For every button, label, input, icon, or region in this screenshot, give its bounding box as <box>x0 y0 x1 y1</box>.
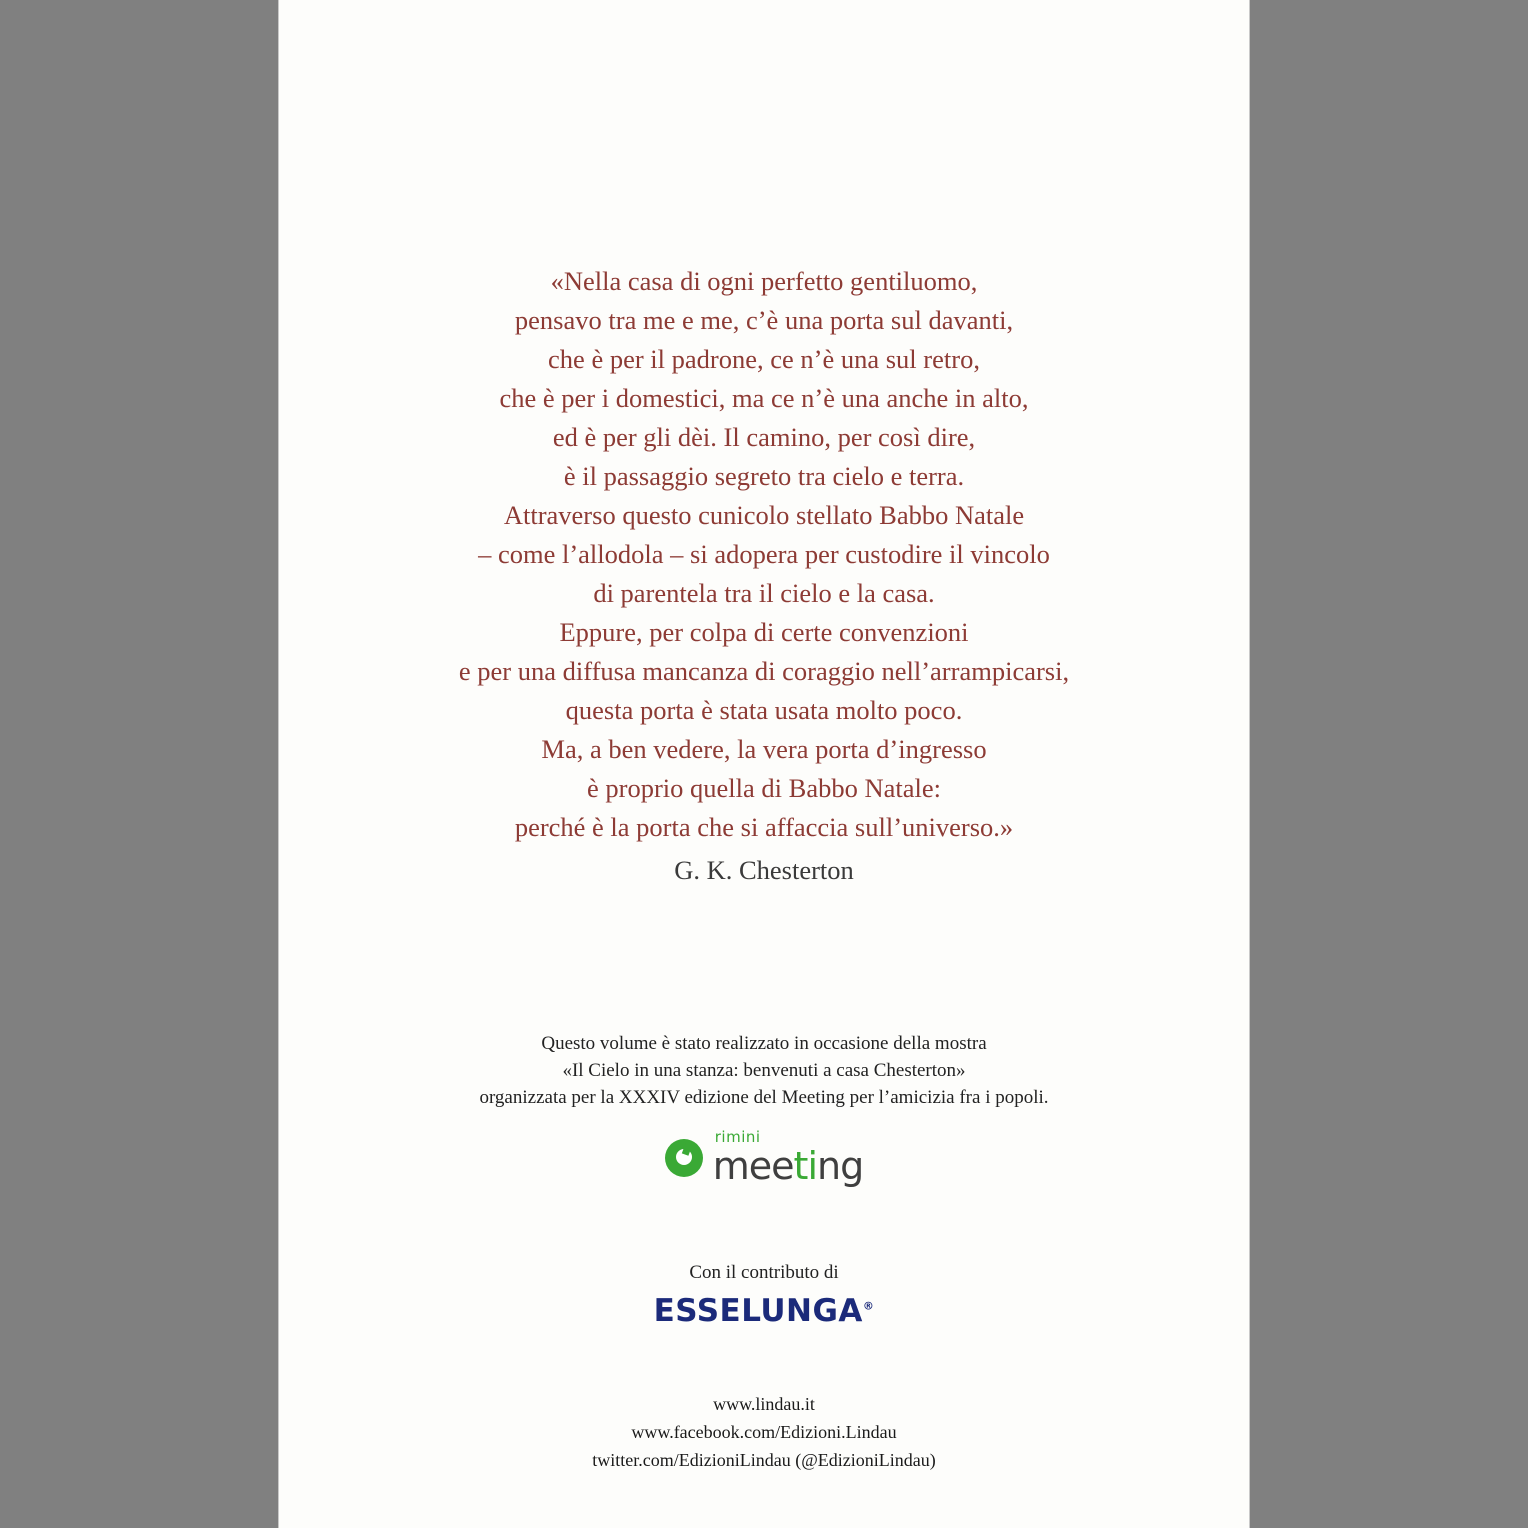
exhibition-note-line: «Il Cielo in una stanza: benvenuti a casa Chesterton» <box>562 1060 966 1081</box>
meeting-main-label <box>712 1144 864 1188</box>
meeting-word-part3: i <box>807 1144 818 1188</box>
quote-line: è il passaggio segreto tra cielo e terra. <box>563 461 965 491</box>
meeting-mark-icon <box>665 1139 703 1177</box>
quote-line: che è per i domestici, ma ce n’è una anche in alto, <box>499 383 1029 413</box>
meeting-wordmark <box>712 1128 864 1188</box>
sponsor-intro: Con il contributo di <box>689 1262 839 1283</box>
exhibition-note-line: Questo volume è stato realizzato in occasione della mostra <box>541 1033 987 1054</box>
background-right-bar <box>1250 0 1528 1528</box>
quote-line: ed è per gli dèi. Il camino, per così dire, <box>552 422 976 452</box>
quote-line: di parentela tra il cielo e la casa. <box>593 578 935 608</box>
cover-content <box>279 0 1249 1528</box>
quote-attribution: G. K. Chesterton <box>674 855 854 885</box>
quote-line: Ma, a ben vedere, la vera porta d’ingresso <box>541 734 987 764</box>
meeting-word-part2: t <box>793 1144 808 1188</box>
rimini-meeting-logo <box>279 1128 1249 1188</box>
registered-mark: ® <box>862 1299 875 1313</box>
meeting-word-part4: ng <box>817 1144 864 1188</box>
quote-line: Eppure, per colpa di certe convenzioni <box>559 617 969 647</box>
exhibition-note <box>339 1030 1189 1111</box>
facebook-link[interactable]: www.facebook.com/Edizioni.Lindau <box>631 1422 897 1442</box>
quote-line: e per una diffusa mancanza di coraggio nell’arrampicarsi, <box>458 656 1070 686</box>
quote-line: perché è la porta che si affaccia sull’universo.» <box>514 812 1014 842</box>
quote-line: Attraverso questo cunicolo stellato Babbo Natale <box>503 500 1025 530</box>
meeting-word-part1: mee <box>712 1144 794 1188</box>
esselunga-name: ESSELUNGA <box>653 1293 863 1329</box>
exhibition-note-line: organizzata per la XXXIV edizione del Meeting per l’amicizia fra i popoli. <box>479 1087 1049 1108</box>
quote-line: – come l’allodola – si adopera per custodire il vincolo <box>478 539 1050 569</box>
meeting-rimini-label: rimini <box>714 1128 761 1146</box>
chesterton-quote <box>329 262 1199 890</box>
website-link[interactable]: www.lindau.it <box>713 1394 815 1414</box>
background-left-bar <box>0 0 278 1528</box>
esselunga-logo <box>279 1293 1249 1329</box>
publisher-web-links <box>279 1390 1249 1474</box>
quote-line: questa porta è stata usata molto poco. <box>565 695 963 725</box>
quote-line: è proprio quella di Babbo Natale: <box>587 773 941 803</box>
quote-line: pensavo tra me e me, c’è una porta sul davanti, <box>514 305 1014 335</box>
twitter-link[interactable]: twitter.com/EdizioniLindau (@EdizioniLindau) <box>592 1450 936 1470</box>
book-back-cover <box>278 0 1250 1528</box>
quote-line: «Nella casa di ogni perfetto gentiluomo, <box>550 266 978 296</box>
quote-line: che è per il padrone, ce n’è una sul retro, <box>548 344 980 374</box>
